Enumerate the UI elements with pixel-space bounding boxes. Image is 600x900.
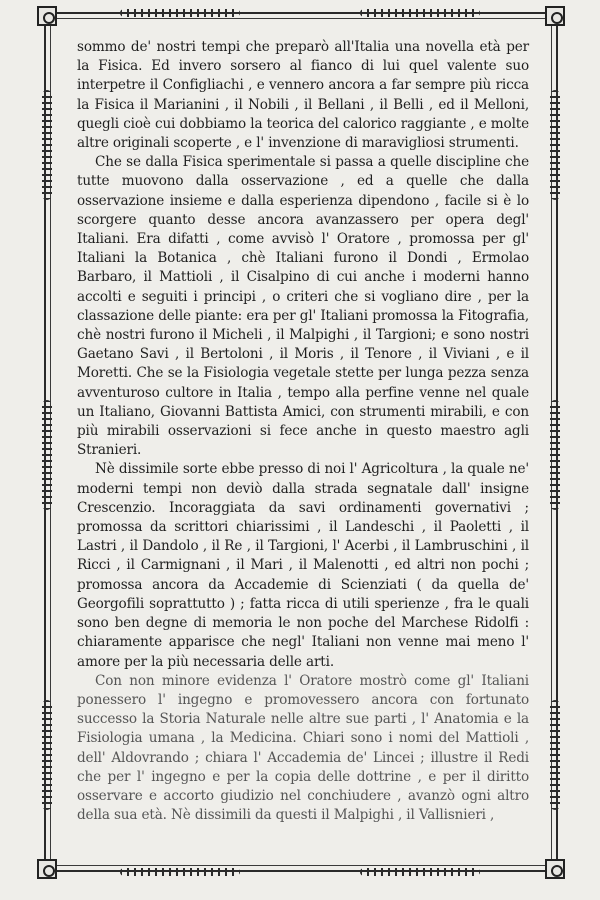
paragraph-1: sommo de' nostri tempi che preparò all'Italia una novella età per la Fisica. Ed invero sorsero al fianco di lui quel valente suo interpetre il Configliachi , e vennero ancora a far sempre più ricca la Fisica il Marianini , il Nobili , il Bellani , il Belli , ed il Melloni, quegli cioè cui dobbiamo la teorica del calorico raggiante , e molte altre originali scoperte , e l' invenzione di maravigliosi strumenti. — [77, 39, 529, 152]
right-ornament-lower — [550, 700, 560, 810]
corner-ornament-top-right — [545, 6, 565, 26]
top-ornament-right — [360, 9, 480, 17]
paragraph-3: Nè dissimile sorte ebbe presso di noi l' Agricoltura , la quale ne' moderni tempi non deviò dalla strada segnatale dall' insigne Crescenzio. Incoraggiata da savi ordinamenti governativi ; promossa da scrittori chiarissimi , il Landeschi , il Paoletti , il Lastri , il Dandolo , il Re , il Targioni, l' Acerbi , il Lambruschini , il Ricci , il Carmignani , il Mari , il Malenotti , ed altri non pochi ; promossa ancora da Accademie di Scienziati ( da quella de' Georgofili soprattutto ) ; fatta ricca di utili sperienze , fra le quali sono ben degne di memoria le non poche del Marchese Ridolfi : chiaramente apparisce che negl' Italiani non venne mai meno l' amore per la più necessaria delle arti. — [77, 461, 529, 670]
bottom-ornament-left — [120, 868, 240, 876]
paragraph-2: Che se dalla Fisica sperimentale si passa a quelle discipline che tutte muovono dalla osservazione , ed a quelle che dalla osservazione insieme e dalla esperienza dipendono , facile si è lo scorgere quanto desse ancora avanzassero per opera degl' Italiani. Era difatti , come avvisò l' Oratore , promossa per gl' Italiani la Botanica , chè Italiani furono il Dondi , Ermolao Barbaro, il Mattioli , il Cisalpino di cui anche i moderni hanno accolti e seguiti i principi , o criteri che si vogliano dire , per la classazione delle piante: era per gl' Italiani promossa la Fitografia, chè nostri furono il Micheli , il Malpighi , il Targioni; e sono nostri Gaetano Savi , il Bertoloni , il Moris , il Tenore , il Viviani , e il Moretti. Che se la Fisiologia vegetale stette per lunga pezza senza avventuroso cultore in Italia , tempo alla perfine venne nel quale un Italiano, Giovanni Battista Amici, con strumenti mirabili, e con più mirabili osservazioni si fece anche in questo maestro agli Stranieri. — [77, 154, 529, 459]
right-ornament-upper — [550, 90, 560, 200]
bottom-ornament-right — [360, 868, 480, 876]
right-ornament-middle — [550, 400, 560, 510]
body-text — [77, 38, 529, 825]
left-ornament-lower — [42, 700, 52, 810]
corner-ornament-top-left — [37, 6, 57, 26]
top-ornament-left — [120, 9, 240, 17]
paragraph-4: Con non minore evidenza l' Oratore mostrò come gl' Italiani ponessero l' ingegno e promovessero ancora con fortunato successo la Storia Naturale nelle altre sue parti , l' Anatomia e la Fisiologia umana , la Medicina. Chiari sono i nomi del Mattioli , dell' Aldovrando ; chiara l' Accademia de' Lincei ; illustre il Redi che per l' ingegno e per la copia delle dottrine , e per il diritto osservare e accorto giudizio nel conchiudere , avanzò ogni altro della sua età. Nè dissimili da questi il Malpighi , il Vallisnieri , — [77, 672, 529, 824]
left-ornament-middle — [42, 400, 52, 510]
left-ornament-upper — [42, 90, 52, 200]
corner-ornament-bottom-right — [545, 859, 565, 879]
corner-ornament-bottom-left — [37, 859, 57, 879]
